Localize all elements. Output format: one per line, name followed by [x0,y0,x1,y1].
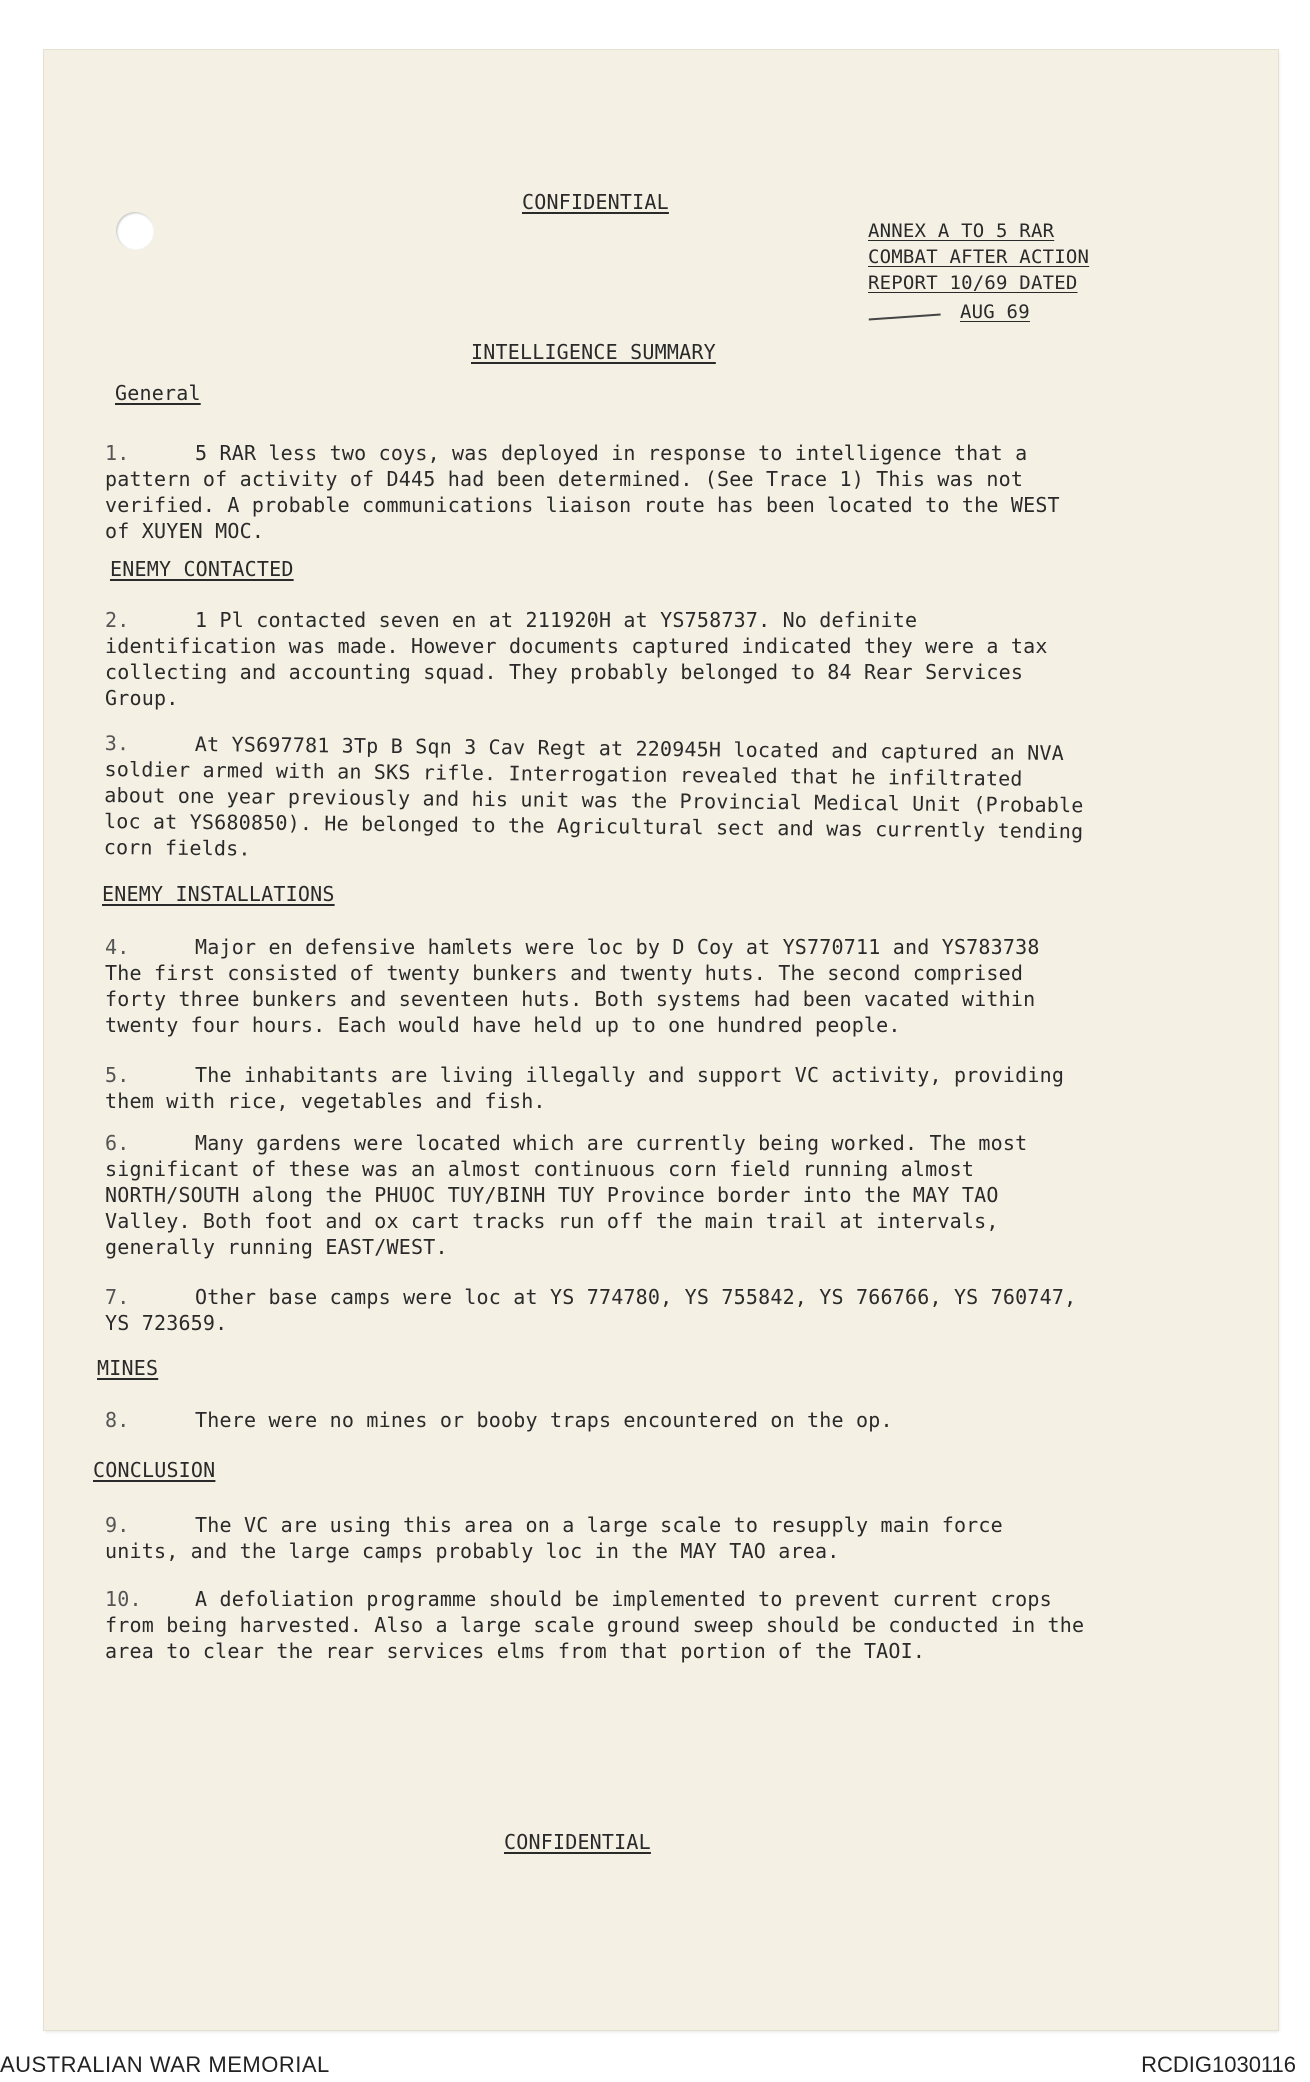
section-conclusion: CONCLUSION [93,1458,216,1482]
punch-hole [116,212,154,250]
paragraph-number: 5. [105,1063,130,1087]
paragraph-number: 7. [105,1285,130,1309]
paragraph-text: At YS697781 3Tp B Sqn 3 Cav Regt at 220945H located and captured an NVA soldier armed with an SKS rifle. Interrogation revealed that he infiltrated about one year previously and his unit was the Provincial Medical Unit (Probable loc at YS680850). He belonged to the Agricultural sect and was currently tending corn fields. [103,731,1084,861]
paragraph-text: Major en defensive hamlets were loc by D Coy at YS770711 and YS783738 The first consisted of twenty bunkers and twenty huts. The second comprised forty three bunkers and seventeen huts. Both systems had been vacated within twenty four hours. Each would have held up to one hundred people. [105,935,1040,1037]
section-enemy-contacted: ENEMY CONTACTED [110,557,294,581]
archive-footer [0,2048,1310,2082]
paragraph-6 [105,1130,1085,1260]
paragraph-text: The inhabitants are living illegally and support VC activity, providing them with rice, vegetables and fish. [105,1063,1065,1113]
section-enemy-installations: ENEMY INSTALLATIONS [102,882,335,906]
document-title: INTELLIGENCE SUMMARY [471,340,716,364]
handwritten-date-mark [867,294,940,321]
annex-line-3: REPORT 10/69 DATED [868,272,1078,294]
paragraph-2 [105,607,1085,711]
paragraph-number: 6. [105,1131,130,1155]
paragraph-text: A defoliation programme should be implemented to prevent current crops from being harvested. Also a large scale ground sweep should be conducted in the area to clear the rear services elms from that portion of the TAOI. [105,1587,1085,1663]
paragraph-number: 2. [105,608,130,632]
paragraph-number: 4. [105,935,130,959]
annex-line-4: AUG 69 [960,301,1030,323]
section-general: General [115,381,201,405]
footer-source: AUSTRALIAN WAR MEMORIAL [0,2052,330,2077]
paragraph-7 [105,1284,1085,1336]
annex-line-2: COMBAT AFTER ACTION [868,246,1090,268]
paragraph-8 [105,1407,1085,1433]
paragraph-3 [104,730,1085,870]
paragraph-9 [105,1512,1085,1564]
paragraph-number: 10. [105,1587,142,1611]
paragraph-number: 1. [105,441,130,465]
paragraph-text: There were no mines or booby traps encountered on the op. [195,1408,893,1432]
paragraph-4 [105,934,1085,1038]
paragraph-5 [105,1062,1085,1114]
paragraph-text: The VC are using this area on a large scale to resupply main force units, and the large camps probably loc in the MAY TAO area. [105,1513,1003,1563]
paragraph-number: 9. [105,1513,130,1537]
annex-reference [868,218,1128,325]
paragraph-text: 5 RAR less two coys, was deployed in response to intelligence that a pattern of activity of D445 had been determined. (See Trace 1) This was not verified. A probable communications liaison route has been located to the WEST of XUYEN MOC. [105,441,1060,543]
paragraph-text: 1 Pl contacted seven en at 211920H at YS758737. No definite identification was made. However documents captured indicated they were a tax collecting and accounting squad. They probably belonged to 84 Rear Services Group. [105,608,1048,710]
section-mines: MINES [97,1356,159,1380]
paragraph-text: Many gardens were located which are currently being worked. The most significant of these was an almost continuous corn field running almost NORTH/SOUTH along the PHUOC TUY/BINH TUY Province border into the MAY TAO Valley. Both foot and ox cart tracks run off the main trail at intervals, generally running EAST/WEST. [105,1131,1028,1259]
classification-top: CONFIDENTIAL [522,190,669,214]
paragraph-number: 3. [104,730,130,756]
paragraph-number: 8. [105,1408,130,1432]
annex-date-row [868,296,1128,325]
annex-line-1: ANNEX A TO 5 RAR [868,220,1055,242]
paragraph-text: Other base camps were loc at YS 774780, YS 755842, YS 766766, YS 760747, YS 723659. [105,1285,1077,1335]
footer-record-id: RCDIG1030116 [1141,2052,1296,2077]
paragraph-10 [105,1586,1085,1664]
classification-bottom: CONFIDENTIAL [504,1830,651,1854]
paragraph-1 [105,440,1085,544]
